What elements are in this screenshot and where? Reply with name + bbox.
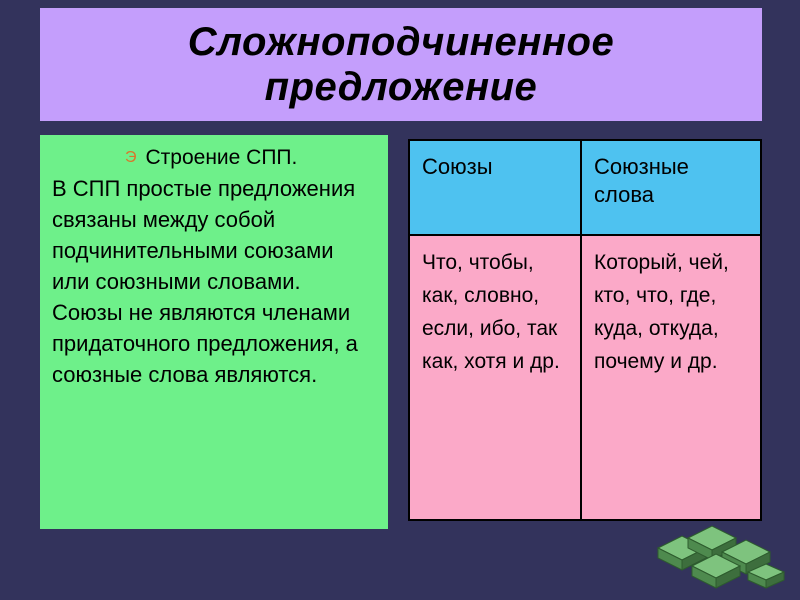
left-text-panel (40, 135, 388, 529)
table-row (410, 236, 760, 519)
bullet-item (50, 145, 376, 171)
bullet-item-label: Строение СПП. (145, 146, 298, 169)
bullet-marker-icon: Э (125, 149, 137, 166)
table-header-cell-2: Союзные слова (582, 141, 760, 236)
table-header-row (410, 141, 760, 236)
page-title: Сложноподчиненное предложение (187, 19, 615, 109)
table-cell-conjunctive-words: Который, чей, кто, что, где, куда, откуда, почему и др. (582, 236, 760, 519)
body-paragraph: В СПП простые предложения связаны между собой подчинительными союзами или союзными словами. Союзы не являются членами придаточного предложения, а союзные слова являются. (52, 176, 358, 387)
table-cell-conjunctions: Что, чтобы, как, словно, если, ибо, так как, хотя и др. (410, 236, 582, 519)
conjunctions-table (408, 139, 762, 521)
table-header-cell-1: Союзы (410, 141, 582, 236)
decorative-blocks-graphic (648, 518, 788, 594)
slide-title-box (40, 8, 762, 121)
